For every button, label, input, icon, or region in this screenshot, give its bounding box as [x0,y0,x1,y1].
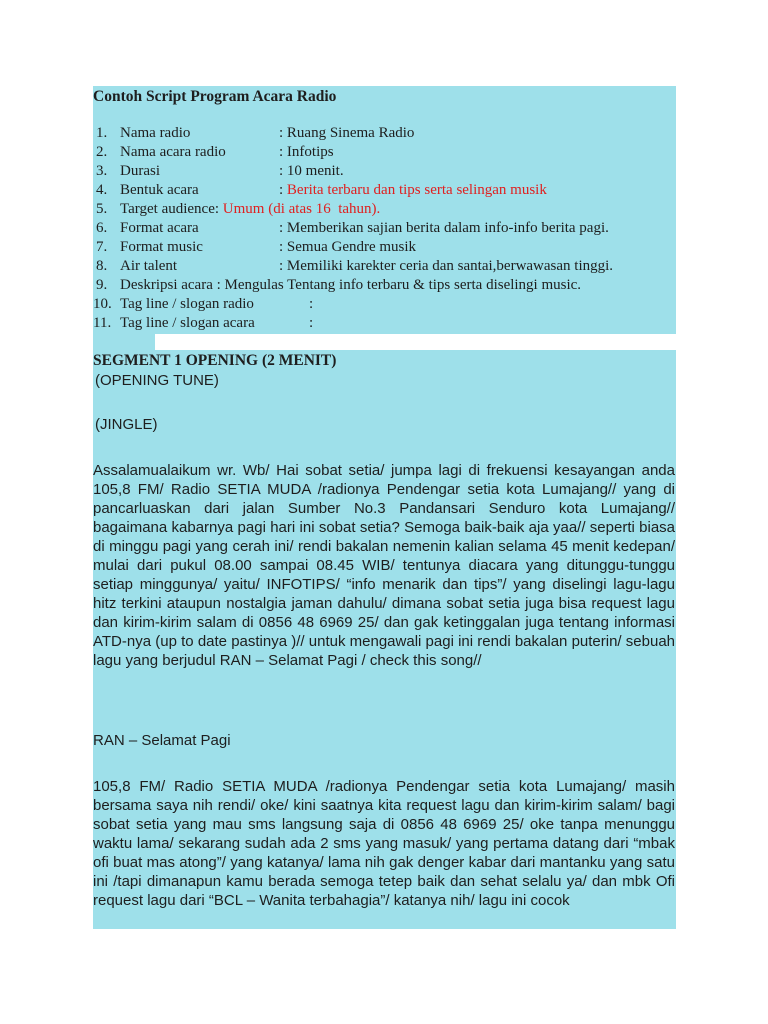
item-value: : [309,315,314,331]
list-item [93,276,675,295]
item-value: : Infotips [279,144,334,160]
list-item [93,219,675,238]
item-number: 5. [96,201,108,217]
item-text: Deskripsi acara : Mengulas Tentang info terbaru & tips serta diselingi music. [120,277,582,293]
list-item [93,257,675,276]
script-paragraph-2: 105,8 FM/ Radio SETIA MUDA /radionya Pendengar setia kota Lumajang/ masih bersama saya nih rendi/ oke/ kini saatnya kita request lagu dan kirim-kirim salam/ bagi sobat setia yang mau sms langsung saja di 0856 48 6969 25/ oke tanpa menunggu waktu lama/ sekarang sudah ada 2 sms yang masuk/ yang pertama datang dari “mbak ofi buat mas atong”/ yang katanya/ lama nih gak denger kabar dari mantanku yang satu ini /tapi dimanapun kamu berada semoga tetep baik dan sehat selalu ya/ dan mbk Ofi request lagu dari “BCL – Wanita terbahagia”/ katanya nih/ lagu ini cocok [93,778,675,909]
item-value: : 10 menit. [279,163,344,179]
list-item [93,162,675,181]
item-label: Durasi [120,163,160,179]
item-value-colon: : [279,182,287,198]
item-value: : Semua Gendre musik [279,239,417,255]
item-number: 1. [96,125,108,141]
list-item [93,295,675,314]
item-number: 6. [96,220,108,236]
item-number: 4. [96,182,108,198]
document-title: Contoh Script Program Acara Radio [93,88,337,105]
opening-tune-cue: (OPENING TUNE) [95,372,219,389]
item-value: : [309,296,314,312]
item-inline [120,200,380,219]
item-value: : Memiliki karekter ceria dan santai,berwawasan tinggi. [279,258,614,274]
item-number: 3. [96,163,108,179]
item-label: Bentuk acara [120,182,199,198]
item-number: 11. [93,315,112,331]
item-number: 7. [96,239,108,255]
list-item [93,181,675,200]
item-label: Format acara [120,220,199,236]
program-info-list [93,124,675,333]
segment-title: SEGMENT 1 OPENING (2 MENIT) [93,352,337,369]
list-item [93,200,675,219]
list-item [93,238,675,257]
item-value [279,181,547,200]
item-label: Format music [120,239,203,255]
item-value-highlighted: Berita terbaru dan tips serta selingan musik [286,182,547,198]
highlight-notch [155,334,676,350]
list-item [93,124,675,143]
item-number: 10. [93,296,112,312]
item-label: Nama radio [120,125,191,141]
list-item [93,314,675,333]
item-label: Tag line / slogan acara [120,315,255,331]
jingle-cue: (JINGLE) [95,416,158,433]
item-label: Air talent [120,258,178,274]
item-number: 8. [96,258,108,274]
item-value: : Memberikan sajian berita dalam info-info berita pagi. [279,220,609,236]
song-title-cue: RAN – Selamat Pagi [93,732,231,749]
item-number: 2. [96,144,108,160]
item-value-highlighted: Umum (di atas 16 tahun). [222,201,381,217]
item-label: Nama acara radio [120,144,226,160]
item-number: 9. [96,277,108,293]
item-label: Tag line / slogan radio [120,296,254,312]
item-value: : Ruang Sinema Radio [279,125,415,141]
script-paragraph-1: Assalamualaikum wr. Wb/ Hai sobat setia/ jumpa lagi di frekuensi kesayangan anda 105,8 FM/ Radio SETIA MUDA /radionya Pendengar setia kota Lumajang// yang di pancarluaskan dari jalan Sumber No.3 Pandansari Senduro kota Lumajang// bagaimana kabarnya pagi hari ini sobat setia? Semoga baik-baik aja yaa// seperti biasa di minggu pagi yang cerah ini/ rendi bakalan nemenin kalian selama 45 menit kedepan/ mulai dari pukul 08.00 sampai 08.45 WIB/ tentunya diacara yang ditunggu-tunggu setiap minggunya/ yaitu/ INFOTIPS/ “info menarik dan tips”/ yang diselingi lagu-lagu hitz terkini ataupun nostalgia jaman dahulu/ dimana sobat setia juga bisa request lagu dan kirim-kirim salam di 0856 48 6969 25/ dan gak ketinggalan juga tentang informasi ATD-nya (up to date pastinya )// untuk mengawali pagi ini rendi bakalan puterin/ sebuah lagu yang berjudul RAN – Selamat Pagi / check this song// [93,462,675,669]
item-label: Target audience: [120,201,220,217]
list-item [93,143,675,162]
